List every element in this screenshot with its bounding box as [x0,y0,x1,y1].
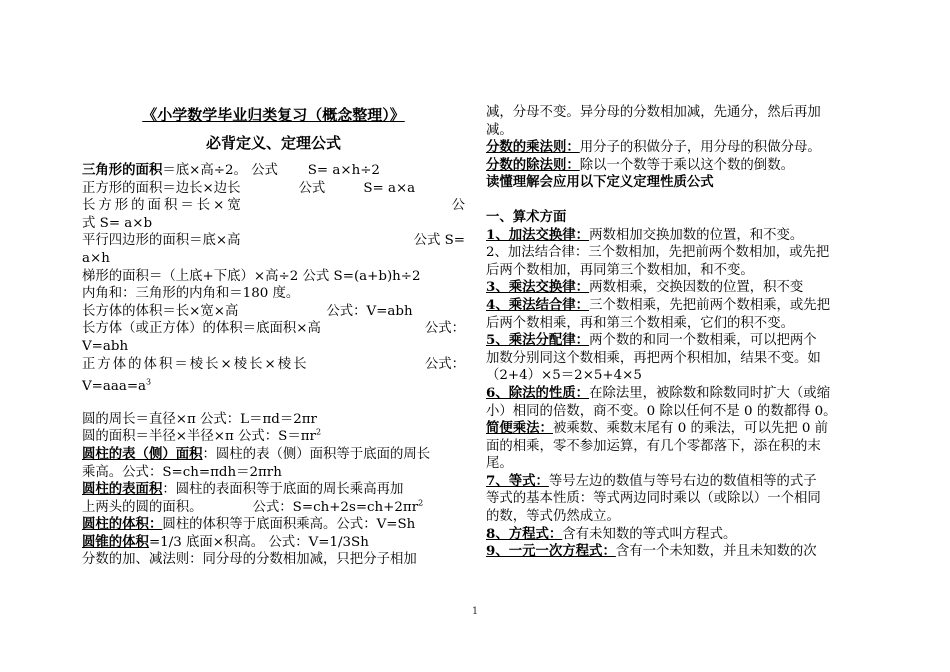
section-heading: 读懂理解会应用以下定义定理性质公式 [486,174,714,191]
cube-formula-line: $V=aaa=a^3$ [82,377,152,395]
multiply-associative-cont-line: 后两个数相乘，再和第三个数相乘，它们的积不变。 [486,315,794,331]
cone-volume-line: 圆锥的体积=1/3 底面×积高。 公式：V=1/3Sh [82,533,369,550]
addition-associative-cont-line: 后两个数相加，再同第三个数相加，和不变。 [486,262,754,278]
equation-line: 7、等式：等号左边的数值与等号右边的数值相等的式子 [486,472,817,489]
multiply-commutative-line: 3、乘法交换律：两数相乘，交换因数的位置，积不变 [486,279,804,296]
cube-volume-line: 正方体的体积＝棱长×棱长×棱长 公式： [82,356,465,372]
addition-commutative-line: 1、加法交换律：两数相加交换加数的位置，和不变。 [486,226,804,243]
rectangle-area-line: 长方形的面积＝长×宽 公 [82,198,465,214]
parallelogram-formula-line: a×h [82,250,110,266]
parallelogram-area-line: 平行四边形的面积＝底×高 公式 S= [82,233,465,249]
fraction-add-end-line: 减。 [486,122,513,138]
equation-definition-line: 8、方程式：含有未知数的等式叫方程式。 [486,525,737,542]
multiply-distributive-line: 5、乘法分配律：两个数的和同一个数相乘，可以把两个 [486,332,817,349]
rectangle-formula-line: 式 S= a×b [82,215,153,231]
circle-circumference-line: 圆的周长＝直径×π 公式：L＝πd＝2πr [82,411,317,427]
cylinder-volume-line: 圆柱的体积：圆柱的体积等于底面积乘高。公式：V=Sh [82,516,416,533]
simple-multiply-end-line: 尾。 [486,456,513,472]
page-number: 1 [471,606,479,617]
document-title: 《小学数学毕业归类复习（概念整理）》 [142,106,405,124]
equation-property-line: 等式的基本性质：等式两边同时乘以（或除以）一个相同 [486,491,821,507]
multiply-distributive-example-line: （2+4）×5＝2×5+4×5 [486,368,642,384]
interior-angle-line: 内角和：三角形的内角和＝180 度。 [82,286,300,302]
cylinder-lateral-formula-line: 乘高。公式：S=ch=πdh＝2πrh [82,464,282,480]
multiply-associative-line: 4、乘法结合律：三个数相乘，先把前两个数相乘，或先把 [486,296,831,313]
cuboid-volume-line: 长方体的体积＝长×宽×高 公式：V=abh [82,303,413,319]
left-column [82,104,465,569]
document-subtitle: 必背定义、定理公式 [205,134,341,152]
fraction-multiply-line: 分数的乘法则：用分子的积做分子，用分母的积做分母。 [486,139,821,156]
addition-associative-line: 2、加法结合律：三个数相加，先把前两个数相加，或先把 [486,245,830,261]
division-property-line: 6、除法的性质：在除法里，被除数和除数同时扩大（或缩 [486,384,831,401]
trapezoid-area-line: 梯形的面积＝（上底+下底）×高÷2 公式 S=(a+b)h÷2 [82,268,421,284]
fraction-add-cont-line: 减，分母不变。异分母的分数相加减，先通分，然后再加 [486,105,821,120]
simple-multiply-line: 简便乘法：被乘数、乘数末尾有 0 的乘法，可以先把 0 前 [486,420,829,437]
square-area-line: 正方形的面积＝边长×边长 公式 S= a×a [82,180,416,196]
multiply-distributive-cont-line: 加数分别同这个数相乘，再把两个积相加，结果不变。如 [486,350,821,366]
linear-equation-line: 9、一元一次方程式：含有一个未知数，并且未知数的次 [486,543,817,560]
cuboid-volume-general-line: 长方体（或正方体）的体积＝底面积×高 公式： [82,321,465,337]
circle-area-line: 圆的面积＝半径×半径×π 公式：$S=\pi r^2$ [82,427,322,445]
arithmetic-heading: 一、算术方面 [486,208,567,225]
right-column [486,104,870,561]
cylinder-lateral-line: 圆柱的表（侧）面积：圆柱的表（侧）面积等于底面的周长 [82,445,431,462]
equation-property-cont-line: 的数，等式仍然成立。 [486,509,620,525]
cuboid-formula-line: V=abh [82,338,129,354]
fraction-divide-line: 分数的除法则：除以一个数等于乘以这个数的倒数。 [486,156,794,173]
division-property-cont-line: 小）相同的倍数，商不变。0 除以任何不是 0 的数都得 0。 [486,403,837,419]
cylinder-surface-formula-line: 上两头的圆的面积。 公式：$S=ch+2s=ch+2\pi r^2$ [82,498,424,515]
simple-multiply-cont-line: 面的相乘，零不参加运算，有几个零都落下，添在积的末 [486,438,821,454]
fraction-add-line: 分数的加、减法则：同分母的分数相加减，只把分子相加 [82,552,417,568]
cylinder-surface-line: 圆柱的表面积：圆柱的表面积等于底面的周长乘高再加 [82,481,404,498]
triangle-area-line: 三角形的面积＝底×高÷2。 公式 S= a×h÷2 [82,162,380,178]
